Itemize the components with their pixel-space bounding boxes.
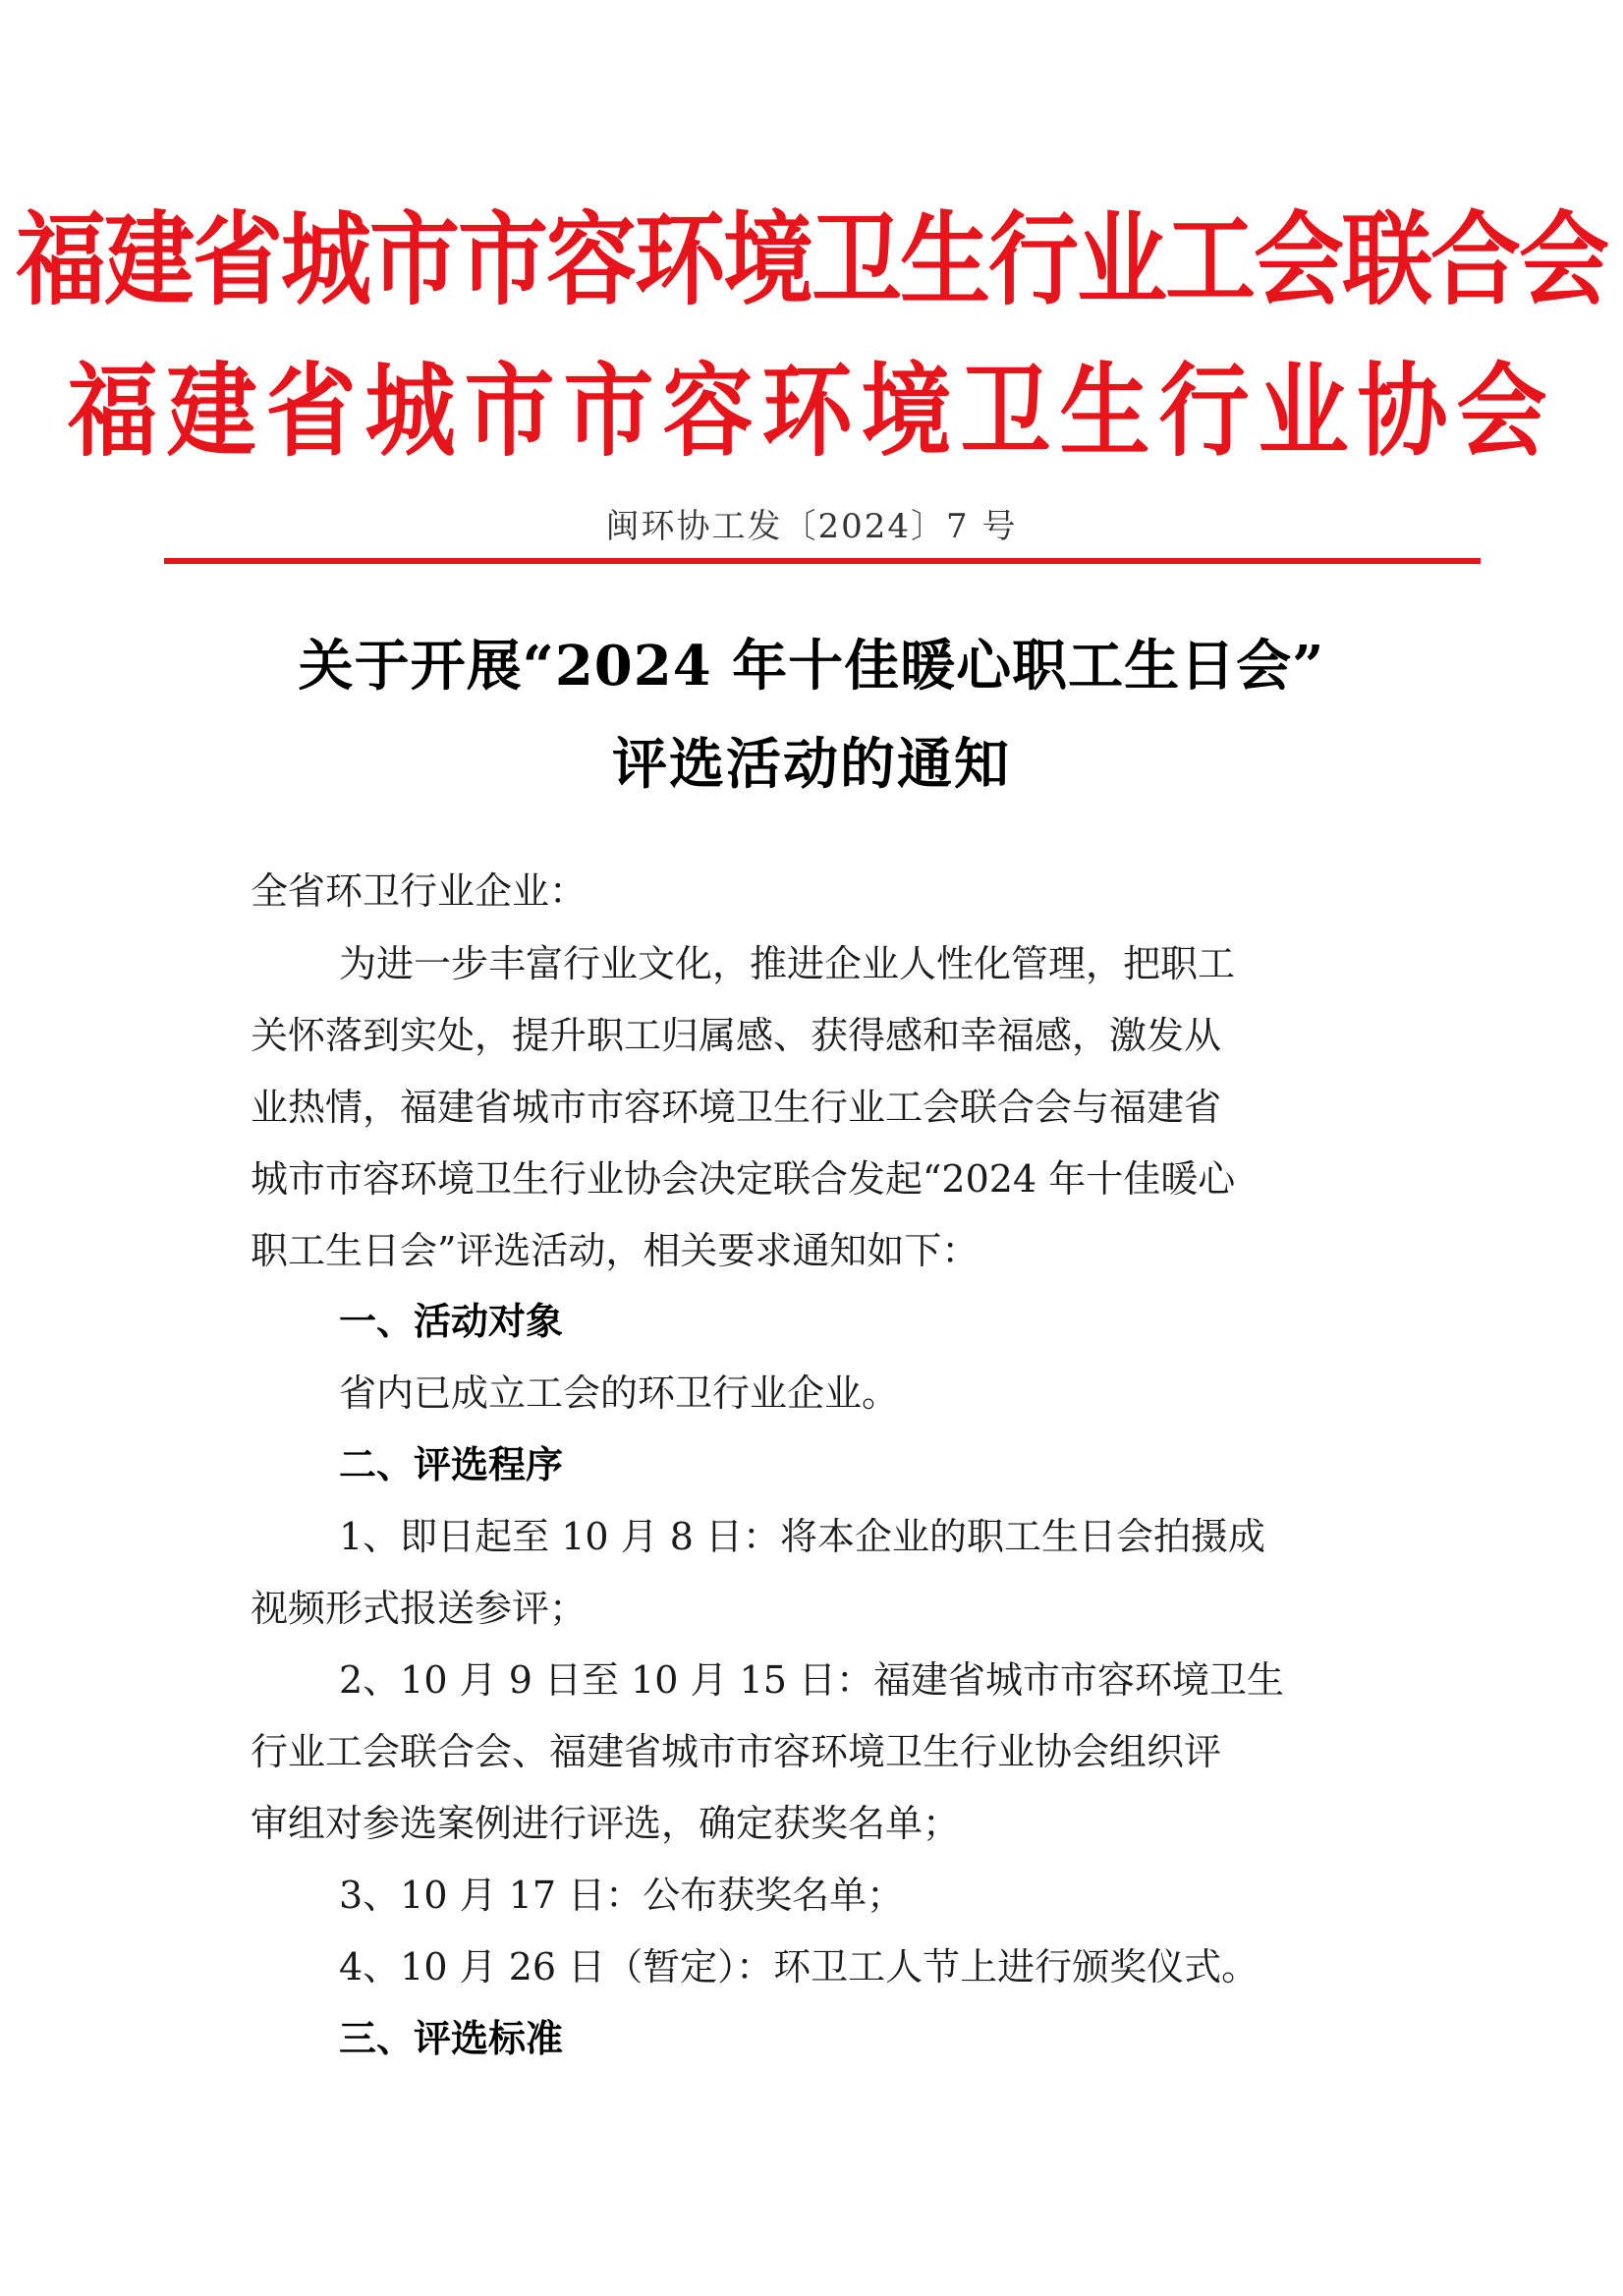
notice-title-line-2: 评选活动的通知 xyxy=(612,732,1011,797)
procedure-item-4: 4、10 月 26 日（暂定）：环卫工人节上进行颁奖仪式。 xyxy=(339,1945,1259,1988)
procedure-item-2-line-3: 审组对参选案例进行评选，确定获奖名单； xyxy=(251,1802,961,1845)
section-heading-activity-target: 一、活动对象 xyxy=(339,1300,564,1343)
procedure-item-1-line-2: 视频形式报送参评； xyxy=(251,1587,588,1630)
letterhead-red-rule xyxy=(164,558,1481,564)
intro-line-1: 为进一步丰富行业文化，推进企业人性化管理，把职工 xyxy=(339,942,1236,985)
document-number: 闽环协工发〔2024〕7 号 xyxy=(605,507,1018,546)
intro-line-4: 城市市容环境卫生行业协会决定联合发起“2024 年十佳暖心 xyxy=(251,1157,1236,1201)
letterhead-org-line-2: 福建省城市市容环境卫生行业协会 xyxy=(67,351,1556,471)
procedure-item-2-line-1: 2、10 月 9 日至 10 月 15 日：福建省城市市容环境卫生 xyxy=(339,1658,1284,1702)
section-heading-selection-procedure: 二、评选程序 xyxy=(339,1443,564,1486)
section-heading-selection-criteria: 三、评选标准 xyxy=(339,2017,564,2060)
salutation: 全省环卫行业企业： xyxy=(251,869,588,913)
intro-line-2: 关怀落到实处，提升职工归属感、获得感和幸福感，激发从 xyxy=(251,1014,1222,1057)
intro-line-5: 职工生日会”评选活动，相关要求通知如下： xyxy=(251,1229,979,1272)
intro-line-3: 业热情，福建省城市市容环境卫生行业工会联合会与福建省 xyxy=(251,1086,1222,1129)
letterhead-org-line-1: 福建省城市市容环境卫生行业工会联合会 xyxy=(15,199,1607,319)
section-1-text: 省内已成立工会的环卫行业企业。 xyxy=(339,1372,900,1415)
notice-title-line-1: 关于开展“2024 年十佳暖心职工生日会” xyxy=(298,634,1325,699)
procedure-item-3: 3、10 月 17 日：公布获奖名单； xyxy=(339,1874,905,1917)
procedure-item-2-line-2: 行业工会联合会、福建省城市市容环境卫生行业协会组织评 xyxy=(251,1730,1222,1773)
procedure-item-1-line-1: 1、即日起至 10 月 8 日：将本企业的职工生日会拍摄成 xyxy=(339,1515,1266,1558)
